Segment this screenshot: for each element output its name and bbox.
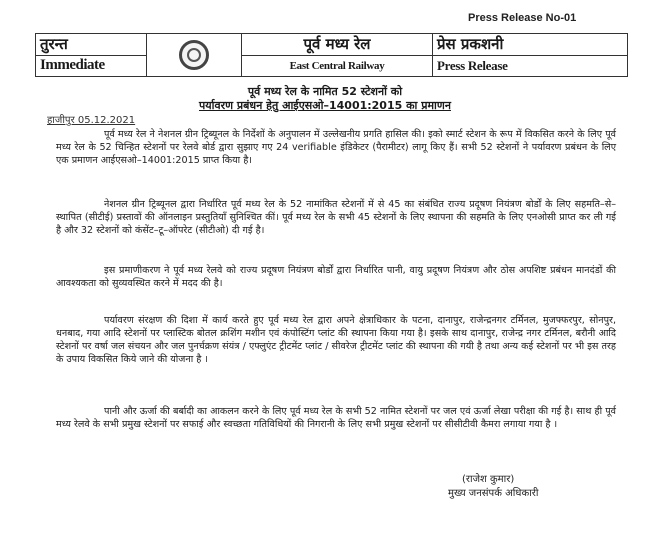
paragraph-3: इस प्रमाणीकरण ने पूर्व मध्य रेलवे को राज्य प्रदूषण नियंत्रण बोर्डों द्वारा निर्धारित पानी, वायु प्रदूषण नियंत्रण और ठोस अपशिष्ट प्रबंधन मानदंडों की आवश्यकता को सुव्यवस्थित करने में मदद की है। — [56, 265, 616, 289]
signatory-designation: मुख्य जनसंपर्क अधिकारी — [448, 488, 539, 499]
emblem-cell — [147, 34, 242, 77]
dateline: हाजीपुर 05.12.2021 — [47, 115, 136, 126]
headline-line-2: पर्यावरण प्रबंधन हेतु आईएसओ–14001:2015 का प्रमाणन — [199, 99, 451, 112]
paragraph-4: पर्यावरण संरक्षण की दिशा में कार्य करते हुए पूर्व मध्य रेल द्वारा अपने क्षेत्राधिकार के पटना, दानापुर, राजेन्द्रनगर टर्मिनल, मुजफ्फरपुर, सोनपुर, धनबाद, गया आदि स्टेशनों पर प्लास्टिक बोतल क्रशिंग मशीन एवं कंपोस्टिंग प्लांट की स्थापना किया गया है। इसके साथ दानापुर, राजेन्द्र नगर टर्मिनल, बरौनी आदि स्टेशनों पर वर्षा जल संचयन और जल पुनर्चक्रण संयंत्र / एफ्लुएंट ट्रीटमेंट प्लांट / सीवरेज ट्रीटमेंट प्लांट की स्थापना की गयी है तथा अन्य कई स्टेशनों पर भी इस तरह के उपाय विकसित किये जाने की योजना है । — [56, 315, 616, 365]
press-release-hindi: प्रेस प्रकशनी — [433, 34, 628, 56]
paragraph-1: पूर्व मध्य रेल ने नेशनल ग्रीन ट्रिब्यूनल के निर्देशों के अनुपालन में उल्लेखनीय प्रगति हासिल की। इको स्मार्ट स्टेशन के रूप में विकसित करने के लिए पूर्व मध्य रेल के 52 चिन्हित स्टेशनों पर रेलवे बोर्ड द्वारा सुझाए गए 24 verifiable इंडिकेटर (पैरामीटर) लागू किए हैं। सभी 52 स्टेशनों ने पर्यावरण प्रबंधन के लिए एक प्रमाणन आईएसओ–14001:2015 प्राप्त किया है। — [56, 129, 616, 166]
railway-name-english: East Central Railway — [242, 55, 433, 77]
masthead-table — [35, 33, 628, 77]
signatory-name: (राजेश कुमार) — [462, 474, 515, 485]
paragraph-5: पानी और ऊर्जा की बर्बादी का आकलन करने के लिए पूर्व मध्य रेल के सभी 52 नामित स्टेशनों पर जल एवं ऊर्जा लेखा परीक्षा की गई है। साथ ही पूर्व मध्य रेलवे के सभी प्रमुख स्टेशनों पर सफाई और स्वच्छता गतिविधियों की निगरानी के लिए सभी प्रमुख स्टेशनों पर सीसीटीवी कैमरा लगाया गया है । — [56, 406, 616, 430]
headline-line-1: पूर्व मध्य रेल के नामित 52 स्टेशनों को — [247, 85, 403, 98]
immediate-hindi: तुरन्त — [36, 34, 147, 56]
immediate-english: Immediate — [36, 55, 147, 77]
railway-name-hindi: पूर्व मध्य रेल — [242, 34, 433, 56]
press-release-number: Press Release No-01 — [468, 12, 577, 24]
indian-railways-emblem-icon — [179, 40, 209, 70]
press-release-english: Press Release — [433, 55, 628, 77]
paragraph-2: नेशनल ग्रीन ट्रिब्यूनल द्वारा निर्धारित पूर्व मध्य रेल के 52 नामांकित स्टेशनों में से 45 का संबंधित राज्य प्रदूषण नियंत्रण बोर्डों के लिए सहमति–से–स्थापित (सीटीई) प्रस्तावों की ऑनलाइन प्रस्तुतियाँ सुनिश्चित कीं। पूर्व मध्य रेल के सभी 45 स्टेशनों के लिए स्थापना की सहमति के लिए एनओसी प्राप्त कर ली गई है और 32 स्टेशनों को कंसेंट–टू–ऑपरेट (सीटीओ) दी गई है। — [56, 199, 616, 236]
